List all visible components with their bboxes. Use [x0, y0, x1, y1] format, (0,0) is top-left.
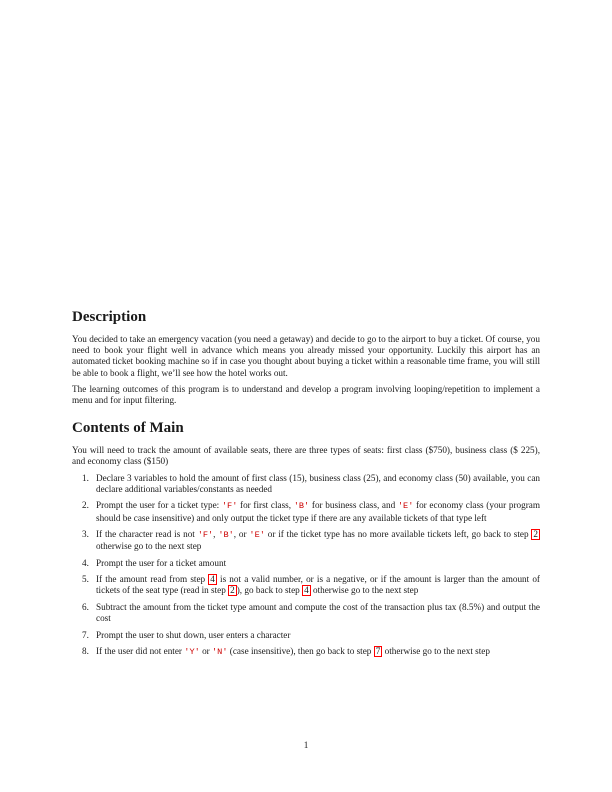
step-text: Prompt the user to shut down, user enters a character — [96, 629, 291, 640]
contents-heading: Contents of Main — [72, 420, 184, 437]
code-literal: 'F' — [221, 501, 238, 512]
step-text: or if the ticket type has no more available tickets left, go back to step — [264, 529, 532, 540]
step-reference-link[interactable]: 4 — [304, 585, 309, 596]
step-text: otherwise go to the next step — [96, 541, 202, 552]
step-item — [72, 558, 540, 569]
step-reference-link[interactable]: 2 — [230, 585, 235, 596]
step-text: , — [213, 529, 219, 540]
step-text: (case insensitive), then go back to step — [227, 646, 374, 657]
code-literal: 'B' — [218, 530, 234, 541]
code-literal: 'B' — [293, 501, 310, 512]
step-text: or — [199, 646, 213, 657]
step-item — [72, 529, 540, 552]
step-number: 6. — [82, 601, 89, 612]
code-literal: 'F' — [197, 530, 214, 541]
step-number: 5. — [82, 574, 89, 585]
step-text: Declare 3 variables to hold the amount of first class (15), business class (25), and economy class (50) available, you can declare additional variables/constants as needed — [96, 472, 540, 494]
step-text: is not a valid number, or is a negative, or if the amount is larger than the amount of tickets of the seat type (read in step — [96, 574, 540, 596]
code-literal: 'Y' — [184, 647, 200, 658]
step-text: otherwise go to the next step — [382, 646, 490, 657]
step-text: otherwise go to the next step — [310, 585, 419, 596]
step-text: Prompt the user for a ticket type: — [96, 500, 222, 511]
step-number: 2. — [82, 500, 89, 511]
step-text: Subtract the amount from the ticket type amount and compute the cost of the transaction plus tax (8.5%) and output the cost — [96, 601, 540, 624]
step-reference-link[interactable]: 2 — [533, 529, 539, 540]
step-text: for business class, and — [309, 500, 398, 511]
code-literal: 'E' — [249, 530, 265, 541]
step-reference-link[interactable]: 7 — [375, 646, 381, 657]
step-text: for economy class (your program should be case insensitive) and only output the ticket type if there are any available tickets of that type left — [96, 500, 541, 523]
step-number: 1. — [82, 472, 89, 483]
step-item — [72, 500, 540, 523]
step-item — [72, 646, 540, 658]
description-paragraph-1: You decided to take an emergency vacation (you need a getaway) and decide to go to the airport to buy a ticket. Of course, you need to book your flight well in advance which means you already missed your opportunity. Luckily this airport has an automated ticket booking machine so if in case you thought about buying a ticket within a reasonable time frame, you will still be able to book a flight, we’ll see how the hotel works out. — [72, 334, 540, 378]
step-text: If the amount read from step — [96, 574, 209, 585]
step-item — [72, 574, 540, 596]
step-reference-link[interactable]: 4 — [210, 574, 215, 585]
step-text: If the user did not enter — [96, 646, 185, 657]
step-text: , or — [233, 529, 250, 540]
description-heading: Description — [72, 309, 147, 325]
step-text: ), go back to step — [236, 585, 303, 596]
code-literal: 'N' — [212, 647, 228, 658]
step-text: for first class, — [237, 500, 294, 511]
step-item — [72, 630, 540, 641]
step-text: Prompt the user for a ticket amount — [96, 557, 227, 568]
step-item — [72, 602, 540, 624]
step-number: 7. — [82, 629, 89, 640]
step-number: 8. — [82, 646, 89, 657]
step-item — [72, 473, 540, 495]
step-number: 4. — [82, 557, 89, 568]
page-content — [72, 308, 540, 664]
steps-list — [72, 473, 540, 659]
step-text: If the character read is not — [96, 529, 198, 540]
page-number: 1 — [303, 740, 309, 750]
description-paragraph-2: The learning outcomes of this program is to understand and develop a program involving looping/repetition to implement a menu and for input filtering. — [72, 383, 540, 406]
code-literal: 'E' — [397, 501, 414, 512]
contents-intro: You will need to track the amount of available seats, there are three types of seats: first class ($750), business class ($ 225), and economy class ($150) — [72, 445, 540, 467]
step-number: 3. — [82, 529, 89, 540]
